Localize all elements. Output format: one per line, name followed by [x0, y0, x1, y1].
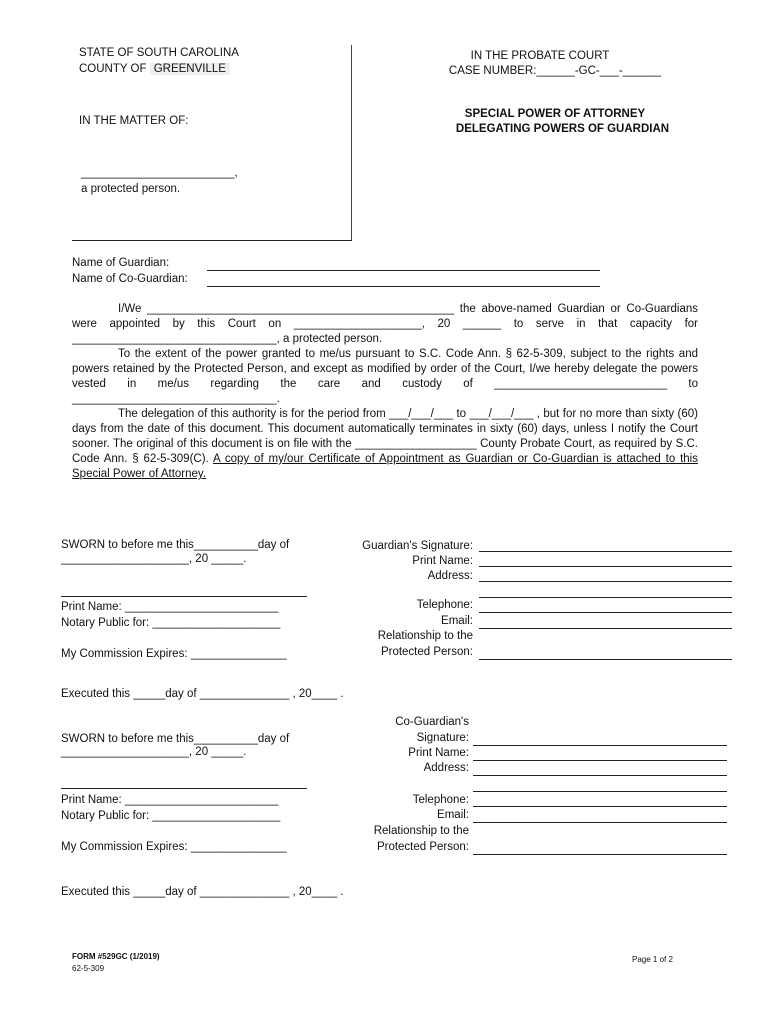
guardian-print-name-field[interactable] [479, 566, 732, 567]
coguardian-relationship-label-2: Protected Person: [376, 841, 469, 853]
coguardian-signature-label-2: Signature: [416, 732, 469, 744]
notary-print-name-2[interactable]: Print Name: ________________________ [61, 794, 279, 806]
protected-name-blank[interactable]: ________________________, [81, 167, 238, 179]
coguardian-telephone-field[interactable] [473, 806, 727, 807]
form-number: FORM #529GC (1/2019) [72, 952, 160, 961]
sworn-text-1: SWORN to before me this__________day of [61, 539, 290, 551]
county-label: COUNTY OF [79, 63, 147, 75]
matter-label: IN THE MATTER OF: [79, 115, 189, 127]
caption-bottom-rule [72, 240, 352, 241]
guardian-signature-field[interactable] [479, 551, 732, 552]
guardian-address-field-2[interactable] [479, 597, 732, 598]
sworn-year-2[interactable]: ____________________, 20 _____. [61, 746, 247, 758]
guardian-relationship-label-1: Relationship to the [377, 630, 473, 642]
court-label: IN THE PROBATE COURT [470, 50, 610, 62]
coguardian-signature-field[interactable] [473, 745, 727, 746]
executed-line-1[interactable]: Executed this _____day of ______________ , 20____ . [61, 688, 344, 700]
period-paragraph [72, 407, 698, 482]
notary-public-for-1[interactable]: Notary Public for: ____________________ [61, 617, 281, 629]
guardian-signature-label: Guardian's Signature: [362, 540, 473, 552]
guardian-telephone-label: Telephone: [416, 599, 473, 611]
page-number: Page 1 of 2 [632, 955, 673, 964]
coguardian-relationship-field[interactable] [473, 854, 727, 855]
guardian-relationship-field[interactable] [479, 659, 732, 660]
sworn-year-1[interactable]: ____________________, 20 _____. [61, 553, 247, 565]
notary-signature-line-1[interactable] [61, 596, 307, 597]
coguardian-address-field-2[interactable] [473, 791, 727, 792]
coguardian-name-label: Name of Co-Guardian: [72, 273, 188, 285]
state-label: STATE OF SOUTH CAROLINA [79, 47, 239, 59]
case-number[interactable]: CASE NUMBER:______-GC-___-______ [448, 65, 662, 77]
code-section: 62-5-309 [72, 964, 105, 973]
delegation-paragraph: To the extent of the power granted to me/us pursuant to S.C. Code Ann. § 62-5-309, subject to the rights and powers retained by the Protected Person, and except as modified by order of the Court, I/we hereby delegate the powers vested in me/us regarding the care and custody of ___________________________ to ________________________________. [72, 348, 698, 405]
guardian-print-name-label: Print Name: [412, 555, 473, 567]
guardian-email-label: Email: [441, 615, 473, 627]
commission-expires-1[interactable]: My Commission Expires: _______________ [61, 648, 287, 660]
certificate-notice: A copy of my/our Certificate of Appointment as Guardian or Co-Guardian is attached to this Special Power of Attorney. [72, 453, 698, 480]
body-text [72, 302, 698, 482]
guardian-address-field[interactable] [479, 581, 732, 582]
commission-expires-2[interactable]: My Commission Expires: _______________ [61, 841, 287, 853]
protected-person-label: a protected person. [81, 183, 181, 195]
appointment-paragraph: I/We ________________________________________________ the above-named Guardian or Co-Guardians were appointed by this Court on ____________________, 20 ______ to serve in that capacity for ________________________________, a protected person. [72, 303, 698, 345]
notary-public-for-2[interactable]: Notary Public for: ____________________ [61, 810, 281, 822]
guardian-email-field[interactable] [479, 628, 732, 629]
county-field[interactable]: GREENVILLE [150, 63, 230, 75]
coguardian-relationship-label-1: Relationship to the [373, 825, 469, 837]
document-title-2: DELEGATING POWERS OF GUARDIAN [455, 123, 670, 135]
notary-signature-line-2[interactable] [61, 788, 307, 789]
coguardian-email-label: Email: [437, 809, 469, 821]
period-text: The delegation of this authority is for the period from ___/___/___ to ___/___/___ , but for no more than sixty (60) days from the date of this document. This document automatically terminates in sixty (60) days, unless I notify the Court sooner. The original of this document is on file with the ___________________ County Probate Court, as required by S.C. Code Ann. § 62-5-309(C). [72, 408, 698, 465]
coguardian-telephone-label: Telephone: [412, 794, 469, 806]
document-title-1: SPECIAL POWER OF ATTORNEY [464, 108, 646, 120]
coguardian-name-field[interactable] [207, 286, 600, 287]
coguardian-signature-label-1: Co-Guardian's [395, 716, 469, 728]
guardian-telephone-field[interactable] [479, 612, 732, 613]
caption-divider [351, 45, 352, 241]
executed-line-2[interactable]: Executed this _____day of ______________ , 20____ . [61, 886, 344, 898]
notary-print-name-1[interactable]: Print Name: ________________________ [61, 601, 279, 613]
coguardian-email-field[interactable] [473, 822, 727, 823]
guardian-relationship-label-2: Protected Person: [380, 646, 473, 658]
coguardian-address-label: Address: [423, 762, 469, 774]
coguardian-print-name-label: Print Name: [408, 747, 469, 759]
guardian-name-label: Name of Guardian: [72, 257, 170, 269]
coguardian-address-field[interactable] [473, 775, 727, 776]
coguardian-print-name-field[interactable] [473, 760, 727, 761]
guardian-name-field[interactable] [207, 270, 600, 271]
sworn-text-2: SWORN to before me this__________day of [61, 733, 290, 745]
guardian-address-label: Address: [427, 570, 473, 582]
county-line [79, 63, 230, 75]
